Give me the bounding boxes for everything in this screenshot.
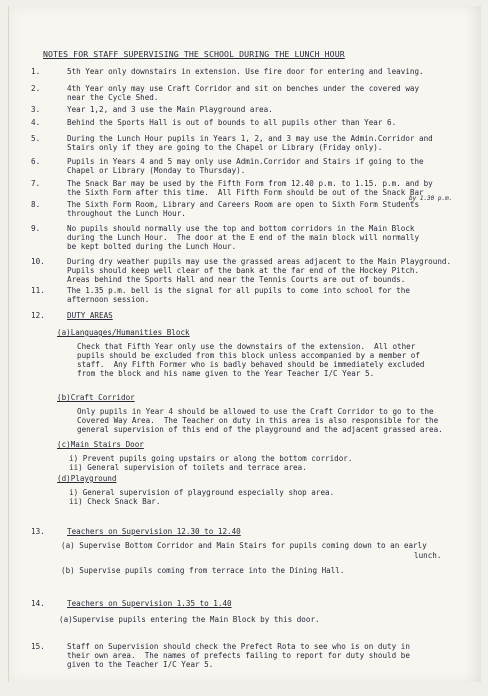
duty-area-text: Covered Way Area. The Teacher on duty in this area is also responsible for the xyxy=(77,416,439,425)
section-title: Teachers on Supervision 1.35 to 1.40 xyxy=(67,599,232,608)
item-text: Stairs only if they are going to the Chapel or Library (Friday only). xyxy=(67,143,383,152)
item-number: 3. xyxy=(31,105,41,114)
item-text: 5th Year only downstairs in extension. Use fire door for entering and leaving. xyxy=(67,67,424,76)
section-title: Teachers on Supervision 12.30 to 12.40 xyxy=(67,527,241,536)
item-text: near the Cycle Shed. xyxy=(67,93,159,102)
duty-area-text: Check that Fifth Year only use the downstairs of the extension. All other xyxy=(77,342,416,351)
duty-area-label: (d)Playground xyxy=(57,474,117,483)
handwritten-note: by 1.30 p.m. xyxy=(409,195,453,202)
item-number: 5. xyxy=(31,134,41,143)
duty-area-text: i) Prevent pupils going upstairs or along the bottom corridor. xyxy=(69,454,353,463)
item-number: 2. xyxy=(31,84,41,93)
item-text: The Snack Bar may be used by the Fifth Form from 12.40 p.m. to 1.15. p.m. and by xyxy=(67,179,433,188)
item-number: 1. xyxy=(31,67,41,76)
item-number: 6. xyxy=(31,157,41,166)
item-text: Behind the Sports Hall is out of bounds to all pupils other than Year 6. xyxy=(67,118,397,127)
item-text: No pupils should normally use the top and bottom corridors in the Main Block xyxy=(67,224,415,233)
item-number: 10. xyxy=(31,257,45,266)
item-number: 4. xyxy=(31,118,41,127)
duty-area-text: i) General supervision of playground especially shop area. xyxy=(69,488,335,497)
item-text: (b) Supervise pupils coming from terrace into the Dining Hall. xyxy=(61,566,345,575)
item-text: throughout the Lunch Hour. xyxy=(67,209,186,218)
item-text: Pupils should keep well clear of the bank at the far end of the Hockey Pitch. xyxy=(67,266,420,275)
item-text: during the Lunch Hour. The door at the E end of the main block will normally xyxy=(67,233,420,242)
duty-area-text: general supervision of this end of the playground and the adjacent grassed area. xyxy=(77,425,443,434)
item-text: given to the Teacher I/C Year 5. xyxy=(67,660,214,669)
page-title: NOTES FOR STAFF SUPERVISING THE SCHOOL DURING THE LUNCH HOUR xyxy=(43,49,345,59)
item-text: The Sixth Form Room, Library and Careers Room are open to Sixth Form Students xyxy=(67,200,420,209)
item-number: 14. xyxy=(31,599,45,608)
item-number: 13. xyxy=(31,527,45,536)
page-edge-shadow xyxy=(463,6,481,682)
document-page xyxy=(8,6,481,682)
duty-area-text: pupils should be excluded from this block unless accompanied by a member of xyxy=(77,351,420,360)
item-number: 7. xyxy=(31,179,41,188)
item-text: During dry weather pupils may use the grassed areas adjacent to the Main Playground. xyxy=(67,257,452,266)
item-number: 12. xyxy=(31,311,45,320)
item-text: afternoon session. xyxy=(67,295,150,304)
item-text: Pupils in Years 4 and 5 may only use Admin.Corridor and Stairs if going to the xyxy=(67,157,424,166)
duty-area-text: Only pupils in Year 4 should be allowed to use the Craft Corridor to go to the xyxy=(77,407,434,416)
item-text: (a)Supervise pupils entering the Main Block by this door. xyxy=(59,615,320,624)
item-number: 8. xyxy=(31,200,41,209)
item-text: Areas behind the Sports Hall and near the Tennis Courts are out of bounds. xyxy=(67,275,406,284)
item-text: Staff on Supervision should check the Prefect Rota to see who is on duty in xyxy=(67,642,410,651)
item-text: The 1.35 p.m. bell is the signal for all pupils to come into school for the xyxy=(67,286,410,295)
item-text: DUTY AREAS xyxy=(67,311,113,320)
item-text: Year 1,2, and 3 use the Main Playground area. xyxy=(67,105,273,114)
duty-area-text: ii) General supervision of toilets and terrace area. xyxy=(69,463,307,472)
item-number: 11. xyxy=(31,286,45,295)
item-text: their own area. The names of prefects failing to report for duty should be xyxy=(67,651,410,660)
duty-area-label: (c)Main Stairs Door xyxy=(57,440,144,449)
item-text: lunch. xyxy=(414,551,442,560)
item-text: be kept bolted during the Lunch Hour. xyxy=(67,242,237,251)
item-text: During the Lunch Hour pupils in Years 1, 2, and 3 may use the Admin.Corridor and xyxy=(67,134,433,143)
duty-area-label: (b)Craft Corridor xyxy=(57,393,135,402)
item-text: 4th Year only may use Craft Corridor and sit on benches under the covered way xyxy=(67,84,420,93)
item-text: the Sixth Form after this time. All Fifth Form should be out of the Snack Bar xyxy=(67,188,424,197)
duty-area-text: from the block and his name given to the Year Teacher I/C Year 5. xyxy=(77,369,375,378)
duty-area-text: staff. Any Fifth Former who is badly behaved should be immediately excluded xyxy=(77,360,425,369)
item-number: 15. xyxy=(31,642,45,651)
item-text: Chapel or Library (Monday to Thursday). xyxy=(67,166,246,175)
item-text: (a) Supervise Bottom Corridor and Main Stairs for pupils coming down to an early xyxy=(61,541,427,550)
duty-area-text: ii) Check Snack Bar. xyxy=(69,497,161,506)
duty-area-label: (a)Languages/Humanities Block xyxy=(57,328,190,337)
item-number: 9. xyxy=(31,224,41,233)
